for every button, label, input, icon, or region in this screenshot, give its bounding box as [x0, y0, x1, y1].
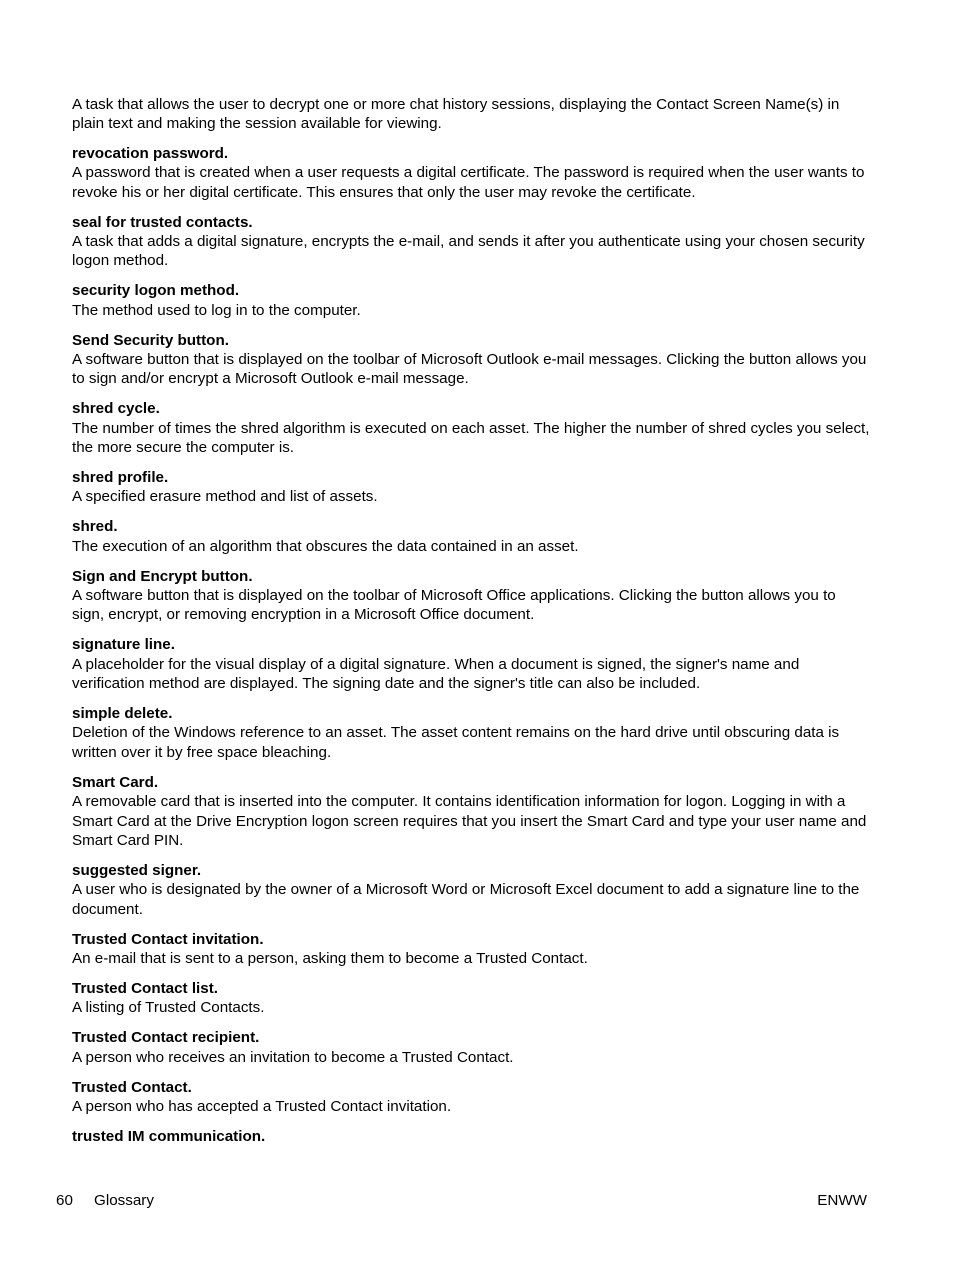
glossary-entry — [72, 281, 872, 320]
glossary-term: Send Security button. — [72, 331, 229, 349]
glossary-entry — [72, 517, 872, 556]
brand-code: ENWW — [817, 1192, 867, 1209]
section-title: Glossary — [94, 1192, 154, 1209]
glossary-entry — [72, 861, 872, 919]
glossary-term: Sign and Encrypt button. — [72, 567, 253, 585]
glossary-entry — [72, 567, 872, 625]
glossary-term: security logon method. — [72, 282, 240, 300]
glossary-entry — [72, 1127, 872, 1146]
glossary-definition: The execution of an algorithm that obscures the data contained in an asset. — [72, 537, 579, 555]
page-number: 60 — [56, 1192, 73, 1209]
glossary-definition: The method used to log in to the computer. — [72, 301, 361, 319]
glossary-definition: A person who receives an invitation to become a Trusted Contact. — [72, 1048, 514, 1066]
glossary-definition: A listing of Trusted Contacts. — [72, 999, 265, 1017]
glossary-term: suggested signer. — [72, 861, 202, 879]
glossary-entry — [72, 930, 872, 969]
glossary-entry — [72, 144, 872, 202]
glossary-term: shred cycle. — [72, 400, 160, 418]
glossary-entry — [72, 213, 872, 271]
glossary-entry — [72, 979, 872, 1018]
glossary-definition: A placeholder for the visual display of a digital signature. When a document is signed, the signer's name and verification method are displayed. The signing date and the signer's title can also be included. — [72, 655, 800, 693]
glossary-content — [72, 95, 872, 1157]
glossary-entry — [72, 468, 872, 507]
intro-definition: A task that allows the user to decrypt one or more chat history sessions, displaying the Contact Screen Name(s) in plain text and making the session available for viewing. — [72, 96, 840, 133]
glossary-definition: A password that is created when a user requests a digital certificate. The password is required when the user wants to revoke his or her digital certificate. This ensures that only the user may revoke the certificate. — [72, 164, 865, 201]
glossary-entry — [72, 331, 872, 389]
glossary-term: shred profile. — [72, 469, 169, 486]
glossary-term: Smart Card. — [72, 773, 159, 791]
glossary-definition: A software button that is displayed on the toolbar of Microsoft Office applications. Clicking the button allows you to sign, encrypt, or removing encryption in a Microsoft Office document. — [72, 587, 836, 624]
glossary-term: shred. — [72, 518, 118, 536]
glossary-definition: A task that adds a digital signature, encrypts the e-mail, and sends it after you authenticate using your chosen security logon method. — [72, 232, 865, 270]
glossary-term: Trusted Contact list. — [72, 979, 218, 997]
glossary-entry — [72, 773, 872, 851]
glossary-term: signature line. — [72, 636, 175, 654]
glossary-definition: A specified erasure method and list of assets. — [72, 488, 378, 506]
glossary-definition: A software button that is displayed on the toolbar of Microsoft Outlook e-mail messages. Clicking the button allows you to sign and/or encrypt a Microsoft Outlook e-mail message. — [72, 350, 867, 388]
glossary-entries — [72, 144, 872, 1146]
glossary-entry — [72, 399, 872, 457]
glossary-definition: A user who is designated by the owner of a Microsoft Word or Microsoft Excel document to add a signature line to the document. — [72, 881, 860, 918]
glossary-term: Trusted Contact invitation. — [72, 930, 264, 948]
glossary-definition: A person who has accepted a Trusted Contact invitation. — [72, 1097, 452, 1115]
glossary-term: Trusted Contact. — [72, 1078, 192, 1096]
glossary-term: seal for trusted contacts. — [72, 213, 253, 231]
glossary-term: simple delete. — [72, 705, 173, 723]
glossary-term: trusted IM communication. — [72, 1127, 266, 1145]
glossary-definition: Deletion of the Windows reference to an asset. The asset content remains on the hard drive until obscuring data is written over it by free space bleaching. — [72, 724, 840, 761]
glossary-term: Trusted Contact recipient. — [72, 1029, 260, 1047]
glossary-entry — [72, 1078, 872, 1117]
glossary-term: revocation password. — [72, 144, 229, 162]
glossary-definition: The number of times the shred algorithm is executed on each asset. The higher the number of shred cycles you select, the more secure the computer is. — [72, 419, 870, 457]
glossary-definition: An e-mail that is sent to a person, asking them to become a Trusted Contact. — [72, 950, 588, 968]
glossary-entry — [72, 635, 872, 693]
glossary-definition: A removable card that is inserted into the computer. It contains identification information for logon. Logging in with a Smart Card at the Drive Encryption logon screen requires that you insert the Smart Card and type your user name and Smart Card PIN. — [72, 793, 867, 849]
glossary-entry — [72, 704, 872, 762]
glossary-entry — [72, 1028, 872, 1067]
